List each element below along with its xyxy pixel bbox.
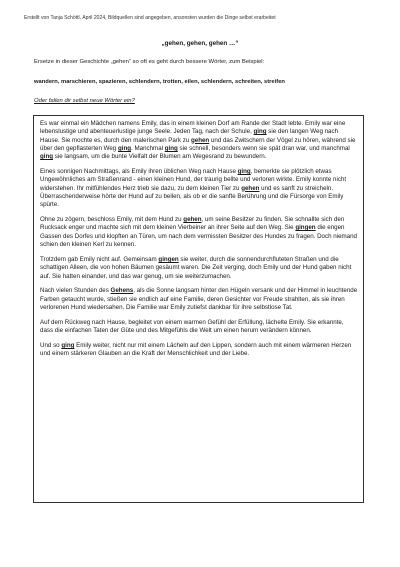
story-text: die engen Gassen des Dorfes und klopften an Türen, um nach dem vermissten Besitzer des Hundes zu fragen. Doch niemand schien den kleinen Kerl zu kennen. <box>40 224 357 249</box>
story-text: sie weiter, durch die sonnendurchfluteten Straßen und die schattigen Alleen, die von hohen Bäumen gesäumt waren. Die Zeit verging, doch Emily und der Hund gaben nicht auf. Sie hatten einander, und das war genug, um sie weiterzumachen. <box>40 255 352 280</box>
highlighted-word: ging <box>117 144 132 152</box>
highlighted-word: gehen <box>183 216 202 224</box>
story-text: , um seine Besitzer zu finden. Sie schnallte sich den Rucksack enger und machte sich mit dem kleinen Vierbeiner an ihrer Seite auf den Weg. Sie <box>40 216 345 232</box>
story-text: sie den langen Weg nach Hause. Sie mochte es, durch den malerischen Park zu <box>40 128 339 144</box>
highlighted-word: gingen <box>158 255 179 263</box>
highlighted-word: Gehens <box>110 287 134 295</box>
story-text: . Manchmal <box>131 144 165 152</box>
story-paragraph <box>40 256 358 281</box>
story-text: und es sanft zu streicheln. Überraschenderweise hörte der Hund auf zu bellen, als ob er die sanfte Berührung und die Fürsorge von Emily spürte. <box>40 184 344 209</box>
story-paragraph <box>40 168 358 209</box>
highlighted-word: gehen <box>241 184 260 192</box>
story-text: Und so <box>40 342 62 350</box>
story-text: sie schnell, besonders wenn sie spät dran war, und manchmal <box>177 144 350 152</box>
story-paragraph <box>40 120 358 161</box>
question-text: Oder fallen dir selbst neue Wörter ein? <box>34 98 135 104</box>
story-text: und das Zwitschern der Vögel zu hören, während sie über den gepflasterten Weg <box>40 136 356 152</box>
story-text: Nach vielen Stunden des <box>40 287 111 295</box>
highlighted-word: ging <box>164 144 178 152</box>
highlighted-word: ging <box>61 342 75 350</box>
story-text: Es war einmal ein Mädchen namens Emily, das in einem kleinen Dorf am Rande der Stadt lebte. Emily war eine lebenslustige und abenteuerlustige junge Seele. Jeden Tag, nach der Schule, <box>40 120 346 136</box>
page-header: Erstellt von Tanja Schöttl, April 2024, Bildquellen sind angegeben, ansonsten wurden die Dinge selbst erarbeitet <box>24 15 276 21</box>
story-text: Trotzdem gab Emily nicht auf. Gemeinsam <box>40 255 159 263</box>
story-text: Eines sonnigen Nachmittags, als Emily ihren üblichen Weg nach Hause <box>40 168 238 176</box>
story-paragraph <box>40 216 358 249</box>
story-text: , bemerkte sie plötzlich etwas Ungewöhnliches am Straßenrand - einen kleinen Hund, der traurig bellte und verloren wirkte. Emily konnte nicht widerstehen. Ihr mitfühlendes Herz trieb sie dazu, zu dem kleinen Tier zu <box>40 168 347 192</box>
page-title: „gehen, gehen, gehen …“ <box>161 40 239 47</box>
instruction-text: Ersetze in dieser Geschichte „gehen“ so oft es geht durch bessere Wörter, zum Beispiel: <box>34 59 265 65</box>
story-paragraph <box>40 319 358 336</box>
word-list: wandern, marschieren, spazieren, schlendern, trotten, eilen, schlendern, schreiten, streifen <box>34 79 285 85</box>
story-text: Ohne zu zögern, beschloss Emily, mit dem Hund zu <box>40 216 184 224</box>
highlighted-word: ging <box>237 168 251 176</box>
story-text: Emily weiter, nicht nur mit einem Lächeln auf den Lippen, sondern auch mit einem wärmeren Herzen und einem stärkeren Glauben an die Kraft der Menschlichkeit und der Liebe. <box>40 342 352 358</box>
highlighted-word: gehen <box>190 136 210 144</box>
story-paragraph <box>40 287 358 312</box>
story-text: , als die Sonne langsam hinter den Hügeln versank und der Himmel in leuchtende Farben getaucht wurde, stießen sie endlich auf eine Familie, deren Gesichter vor Freude strahlten, als sie ihren verlorenen Hund wiedersahen. Die Familie war Emily zutiefst dankbar für ihre selbstlose Tat. <box>40 287 358 312</box>
highlighted-word: ging <box>253 128 267 136</box>
story-paragraph <box>40 342 358 359</box>
highlighted-word: gingen <box>295 224 316 232</box>
story-text: Auf dem Rückweg nach Hause, begleitet von einem warmen Gefühl der Erfüllung, lächelte Emily. Sie erkannte, dass die einfachen Taten der Güte und des Mitgefühls die Welt um einen herum verändern können. <box>40 318 344 335</box>
story-box <box>33 115 364 503</box>
highlighted-word: ging <box>40 153 54 161</box>
story-text: sie langsam, um die bunte Vielfalt der Blumen am Wegesrand zu bewundern. <box>53 153 267 161</box>
